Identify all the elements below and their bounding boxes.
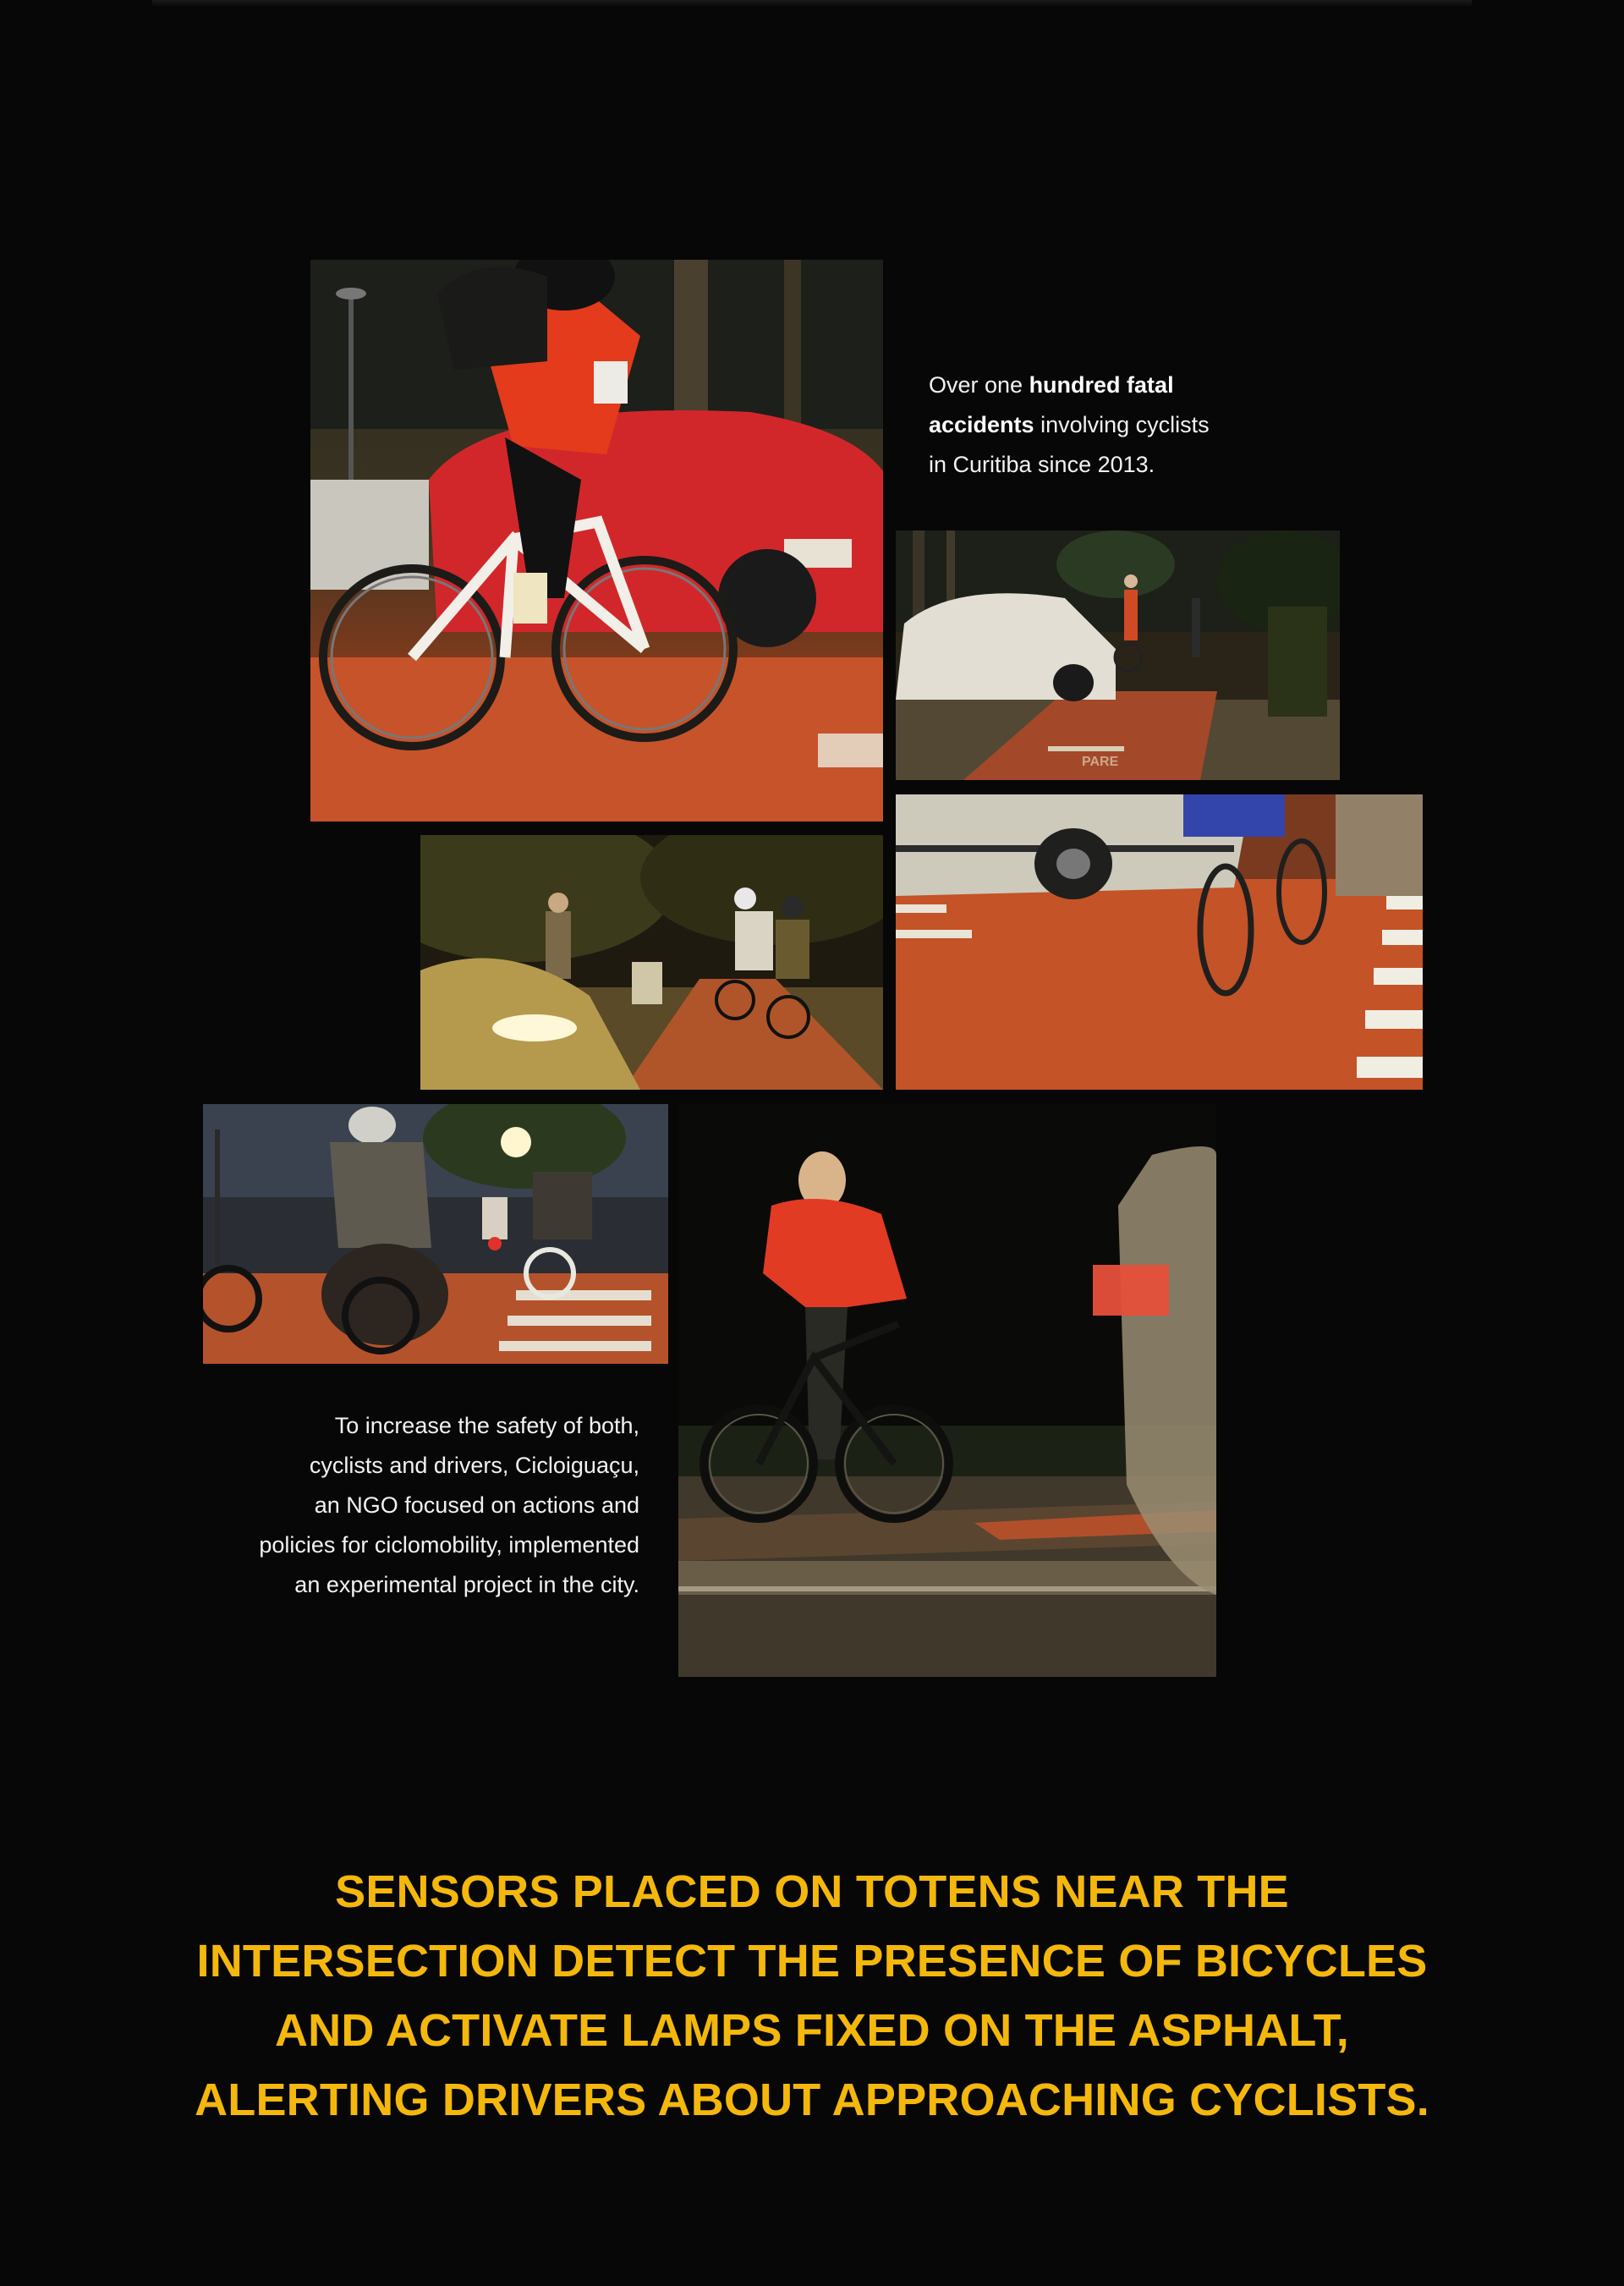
project-caption-line: cyclists and drivers, Cicloiguaçu,: [309, 1453, 639, 1478]
photo-truck-crossing: [896, 794, 1423, 1090]
photo-night-path-cyclists: [420, 835, 883, 1090]
headline: [102, 1857, 1522, 2135]
photo-white-car-bike-lane: [896, 530, 1340, 780]
caption-text: Over one: [929, 372, 1029, 398]
headline-line: SENSORS PLACED ON TOTENS NEAR THE: [335, 1866, 1289, 1917]
caption-line-2: [929, 405, 1267, 445]
top-edge-shadow: [152, 0, 1472, 7]
headline-line: ALERTING DRIVERS ABOUT APPROACHING CYCLISTS.: [195, 2074, 1429, 2125]
photo-woman-cyclist-night: [678, 1104, 1216, 1677]
project-caption-line: To increase the safety of both,: [334, 1413, 639, 1438]
project-caption-line: an NGO focused on actions and: [314, 1492, 639, 1518]
project-caption: [211, 1406, 639, 1605]
photo-motorcycles-intersection: [203, 1104, 668, 1364]
headline-line: INTERSECTION DETECT THE PRESENCE OF BICYCLES: [196, 1936, 1428, 1987]
caption-line-3: in Curitiba since 2013.: [929, 452, 1155, 477]
photo-pare-road-marking: PARE: [1082, 755, 1119, 769]
project-caption-line: an experimental project in the city.: [294, 1572, 639, 1597]
caption-emphasis: hundred fatal: [1029, 372, 1174, 398]
caption-line-1: [929, 365, 1267, 405]
caption-text: involving cyclists: [1034, 412, 1210, 437]
fatal-accidents-caption: [929, 365, 1267, 485]
headline-line: AND ACTIVATE LAMPS FIXED ON THE ASPHALT,: [274, 2005, 1349, 2056]
photo-cyclist-red-car: [310, 260, 883, 822]
project-caption-line: policies for ciclomobility, implemented: [259, 1532, 639, 1558]
caption-emphasis: accidents: [929, 412, 1034, 437]
